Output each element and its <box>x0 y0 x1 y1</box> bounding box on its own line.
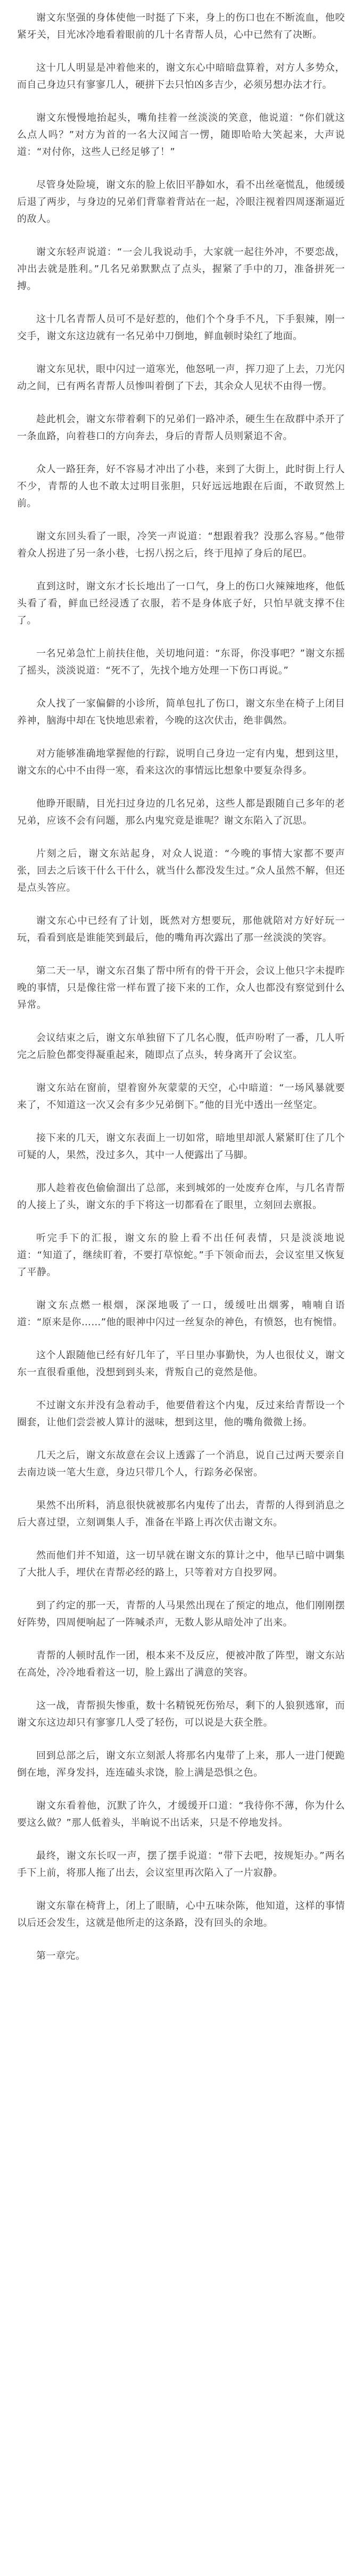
article-paragraph: 这十几名青帮人员可不是好惹的，他们个个身手不凡，下手狠辣，刚一交手，谢文东这边就有一名兄弟中刀倒地，鲜血顿时染红了地面。 <box>17 314 345 342</box>
article-paragraph: 谢文东靠在椅背上，闭上了眼睛，心中五味杂陈，他知道，这样的事情以后还会发生，这就是他所走的这条路，没有回头的余地。 <box>17 1900 345 1929</box>
article-paragraph: 到了约定的那一天，青帮的人马果然出现在了预定的地点，他们刚刚摆好阵势，四周便响起了一阵喊杀声，无数人影从暗处冲了出来。 <box>17 1600 345 1628</box>
article-paragraph: 谢文东心中已经有了计划，既然对方想要玩，那他就陪对方好好玩一玩，看看到底是谁能笑到最后，他的嘴角再次露出了那一丝淡淡的笑容。 <box>17 915 345 944</box>
article-paragraph: 果然不出所料，消息很快就被那名内鬼传了出去，青帮的人得到消息之后大喜过望，立刻调集人手，准备在半路上再次伏击谢文东。 <box>17 1500 345 1528</box>
article-paragraph: 第二天一早，谢文东召集了帮中所有的骨干开会，会议上他只字未提昨晚的事情，只是像往常一样布置了接下来的工作，众人也都没有察觉到什么异常。 <box>17 965 345 1011</box>
article-paragraph: 接下来的几天，谢文东表面上一切如常，暗地里却派人紧紧盯住了几个可疑的人，果然，没过多久，其中一人便露出了马脚。 <box>17 1133 345 1161</box>
article-paragraph: 那人趁着夜色偷偷溜出了总部，来到城郊的一处废弃仓库，与几名青帮的人接上了头，谢文东的手下将这一切都看在了眼里，立刻回去禀报。 <box>17 1183 345 1211</box>
article-paragraph: 这一战，青帮损失惨重，数十名精锐死伤殆尽，剩下的人狼狈逃窜，而谢文东这边却只有寥寥几人受了轻伤，可以说是大获全胜。 <box>17 1700 345 1728</box>
article-paragraph: 他睁开眼睛，目光扫过身边的几名兄弟，这些人都是跟随自己多年的老兄弟，应该不会有问题，那么内鬼究竟是谁呢？谢文东陷入了沉思。 <box>17 798 345 826</box>
article-paragraph: 众人一路狂奔，好不容易才冲出了小巷，来到了大街上，此时街上行人不少，青帮的人也不敢太过明目张胆，只好远远地跟在后面，不敢贸然上前。 <box>17 464 345 509</box>
article-paragraph: 直到这时，谢文东才长长地出了一口气，身上的伤口火辣辣地疼，他低头看了看，鲜血已经浸透了衣服，若不是身体底子好，只怕早就支撑不住了。 <box>17 581 345 626</box>
article-paragraph: 回到总部之后，谢文东立刻派人将那名内鬼带了上来，那人一进门便跪倒在地，浑身发抖，连连磕头求饶，脸上满是恐惧之色。 <box>17 1750 345 1778</box>
article-paragraph: 最终，谢文东长叹一声，摆了摆手说道：“带下去吧，按规矩办。”两名手下上前，将那人拖了出去，会议室里再次陷入了一片寂静。 <box>17 1850 345 1878</box>
article-paragraph: 谢文东看着他，沉默了许久，才缓缓开口道：“我待你不薄，你为什么要这么做？”那人低着头，半晌说不出话来，只是不停地发抖。 <box>17 1800 345 1828</box>
article-paragraph: 片刻之后，谢文东站起身，对众人说道：“今晚的事情大家都不要声张，回去之后该干什么干什么，就当什么都没发生过。”众人虽然不解，但还是点头答应。 <box>17 848 345 893</box>
article-paragraph: 这十几人明显是冲着他来的，谢文东心中暗暗盘算着，对方人多势众，而自己身边只有寥寥几人，硬拼下去只怕凶多吉少，必须另想办法才行。 <box>17 62 345 91</box>
article-paragraph: 几天之后，谢文东故意在会议上透露了一个消息，说自己过两天要亲自去南边谈一笔大生意，身边只带几个人，行踪务必保密。 <box>17 1450 345 1478</box>
article-paragraph: 谢文东慢慢地抬起头，嘴角挂着一丝淡淡的笑意，他说道：“你们就这么点人吗？”对方为首的一名大汉闻言一愣，随即哈哈大笑起来，大声说道：“对付你，这些人已经足够了！” <box>17 112 345 158</box>
article-paragraph: 这个人跟随他已经有好几年了，平日里办事勤快，为人也很仗义，谢文东一直很看重他，没想到到头来，背叛自己的竟然是他。 <box>17 1350 345 1378</box>
article-paragraph: 听完手下的汇报，谢文东的脸上看不出任何表情，只是淡淡地说道：“知道了，继续盯着，不要打草惊蛇。”手下领命而去，会议室里又恢复了平静。 <box>17 1233 345 1278</box>
article-paragraph: 谢文东见状，眼中闪过一道寒光，他怒吼一声，挥刀迎了上去，刀光闪动之间，已有两名青帮人员惨叫着倒了下去，其余众人见状不由得一愣。 <box>17 364 345 392</box>
article-paragraph: 尽管身处险境，谢文东的脸上依旧平静如水，看不出丝毫慌乱，他缓缓后退了两步，与身边的兄弟们背靠着背站在一起，冷眼注视着四周逐渐逼近的敌人。 <box>17 179 345 225</box>
article-paragraph: 对方能够准确地掌握他的行踪，说明自己身边一定有内鬼，想到这里，谢文东的心中不由得一寒，看来这次的事情远比想象中要复杂得多。 <box>17 748 345 776</box>
article-paragraph: 会议结束之后，谢文东单独留下了几名心腹，低声吩咐了一番，几人听完之后脸色都变得凝重起来，随即点了点头，转身离开了会议室。 <box>17 1032 345 1061</box>
article-paragraph: 一名兄弟急忙上前扶住他，关切地问道：“东哥，你没事吧？”谢文东摇了摇头，淡淡说道：“死不了，先找个地方处理一下伤口再说。” <box>17 648 345 676</box>
article-paragraph: 谢文东回头看了一眼，冷笑一声说道：“想跟着我？没那么容易。”他带着众人拐进了另一条小巷，七拐八拐之后，终于甩掉了身后的尾巴。 <box>17 531 345 559</box>
article-paragraph: 谢文东坚强的身体使他一时挺了下来，身上的伤口也在不断流血，他咬紧牙关，目光冰冷地看着眼前的几十名青帮人员，心中已然有了决断。 <box>17 12 345 40</box>
article-body <box>17 10 345 1965</box>
article-paragraph: 谢文东点燃一根烟，深深地吸了一口，缓缓吐出烟雾，喃喃自语道：“原来是你……”他的眼神中闪过一丝复杂的神色，有愤怒，也有惋惜。 <box>17 1300 345 1328</box>
article-paragraph: 众人找了一家偏僻的小诊所，简单包扎了伤口，谢文东坐在椅子上闭目养神，脑海中却在飞快地思索着，今晚的这次伏击，绝非偶然。 <box>17 698 345 726</box>
article-paragraph: 不过谢文东并没有急着动手，他要借着这个内鬼，反过来给青帮设一个圈套，让他们尝尝被人算计的滋味，想到这里，他的嘴角微微上扬。 <box>17 1400 345 1428</box>
article-paragraph: 趁此机会，谢文东带着剩下的兄弟们一路冲杀，硬生生在敌群中杀开了一条血路，向着巷口的方向奔去，身后的青帮人员则紧追不舍。 <box>17 414 345 442</box>
article-paragraph: 第一章完。 <box>36 1950 86 1962</box>
article-paragraph: 青帮的人顿时乱作一团，根本来不及反应，便被冲散了阵型，谢文东站在高处，冷冷地看着这一切，脸上露出了满意的笑容。 <box>17 1650 345 1678</box>
article-paragraph: 谢文东轻声说道：“一会儿我说动手，大家就一起往外冲，不要恋战，冲出去就是胜利。”几名兄弟默默点了点头，握紧了手中的刀，准备拼死一搏。 <box>17 247 345 292</box>
article-paragraph: 谢文东站在窗前，望着窗外灰蒙蒙的天空，心中暗道：“一场风暴就要来了，不知道这一次又会有多少兄弟倒下。”他的目光中透出一丝坚定。 <box>17 1082 345 1111</box>
article-paragraph: 然而他们并不知道，这一切早就在谢文东的算计之中，他早已暗中调集了大批人手，埋伏在青帮必经的路上，只等着对方自投罗网。 <box>17 1550 345 1578</box>
